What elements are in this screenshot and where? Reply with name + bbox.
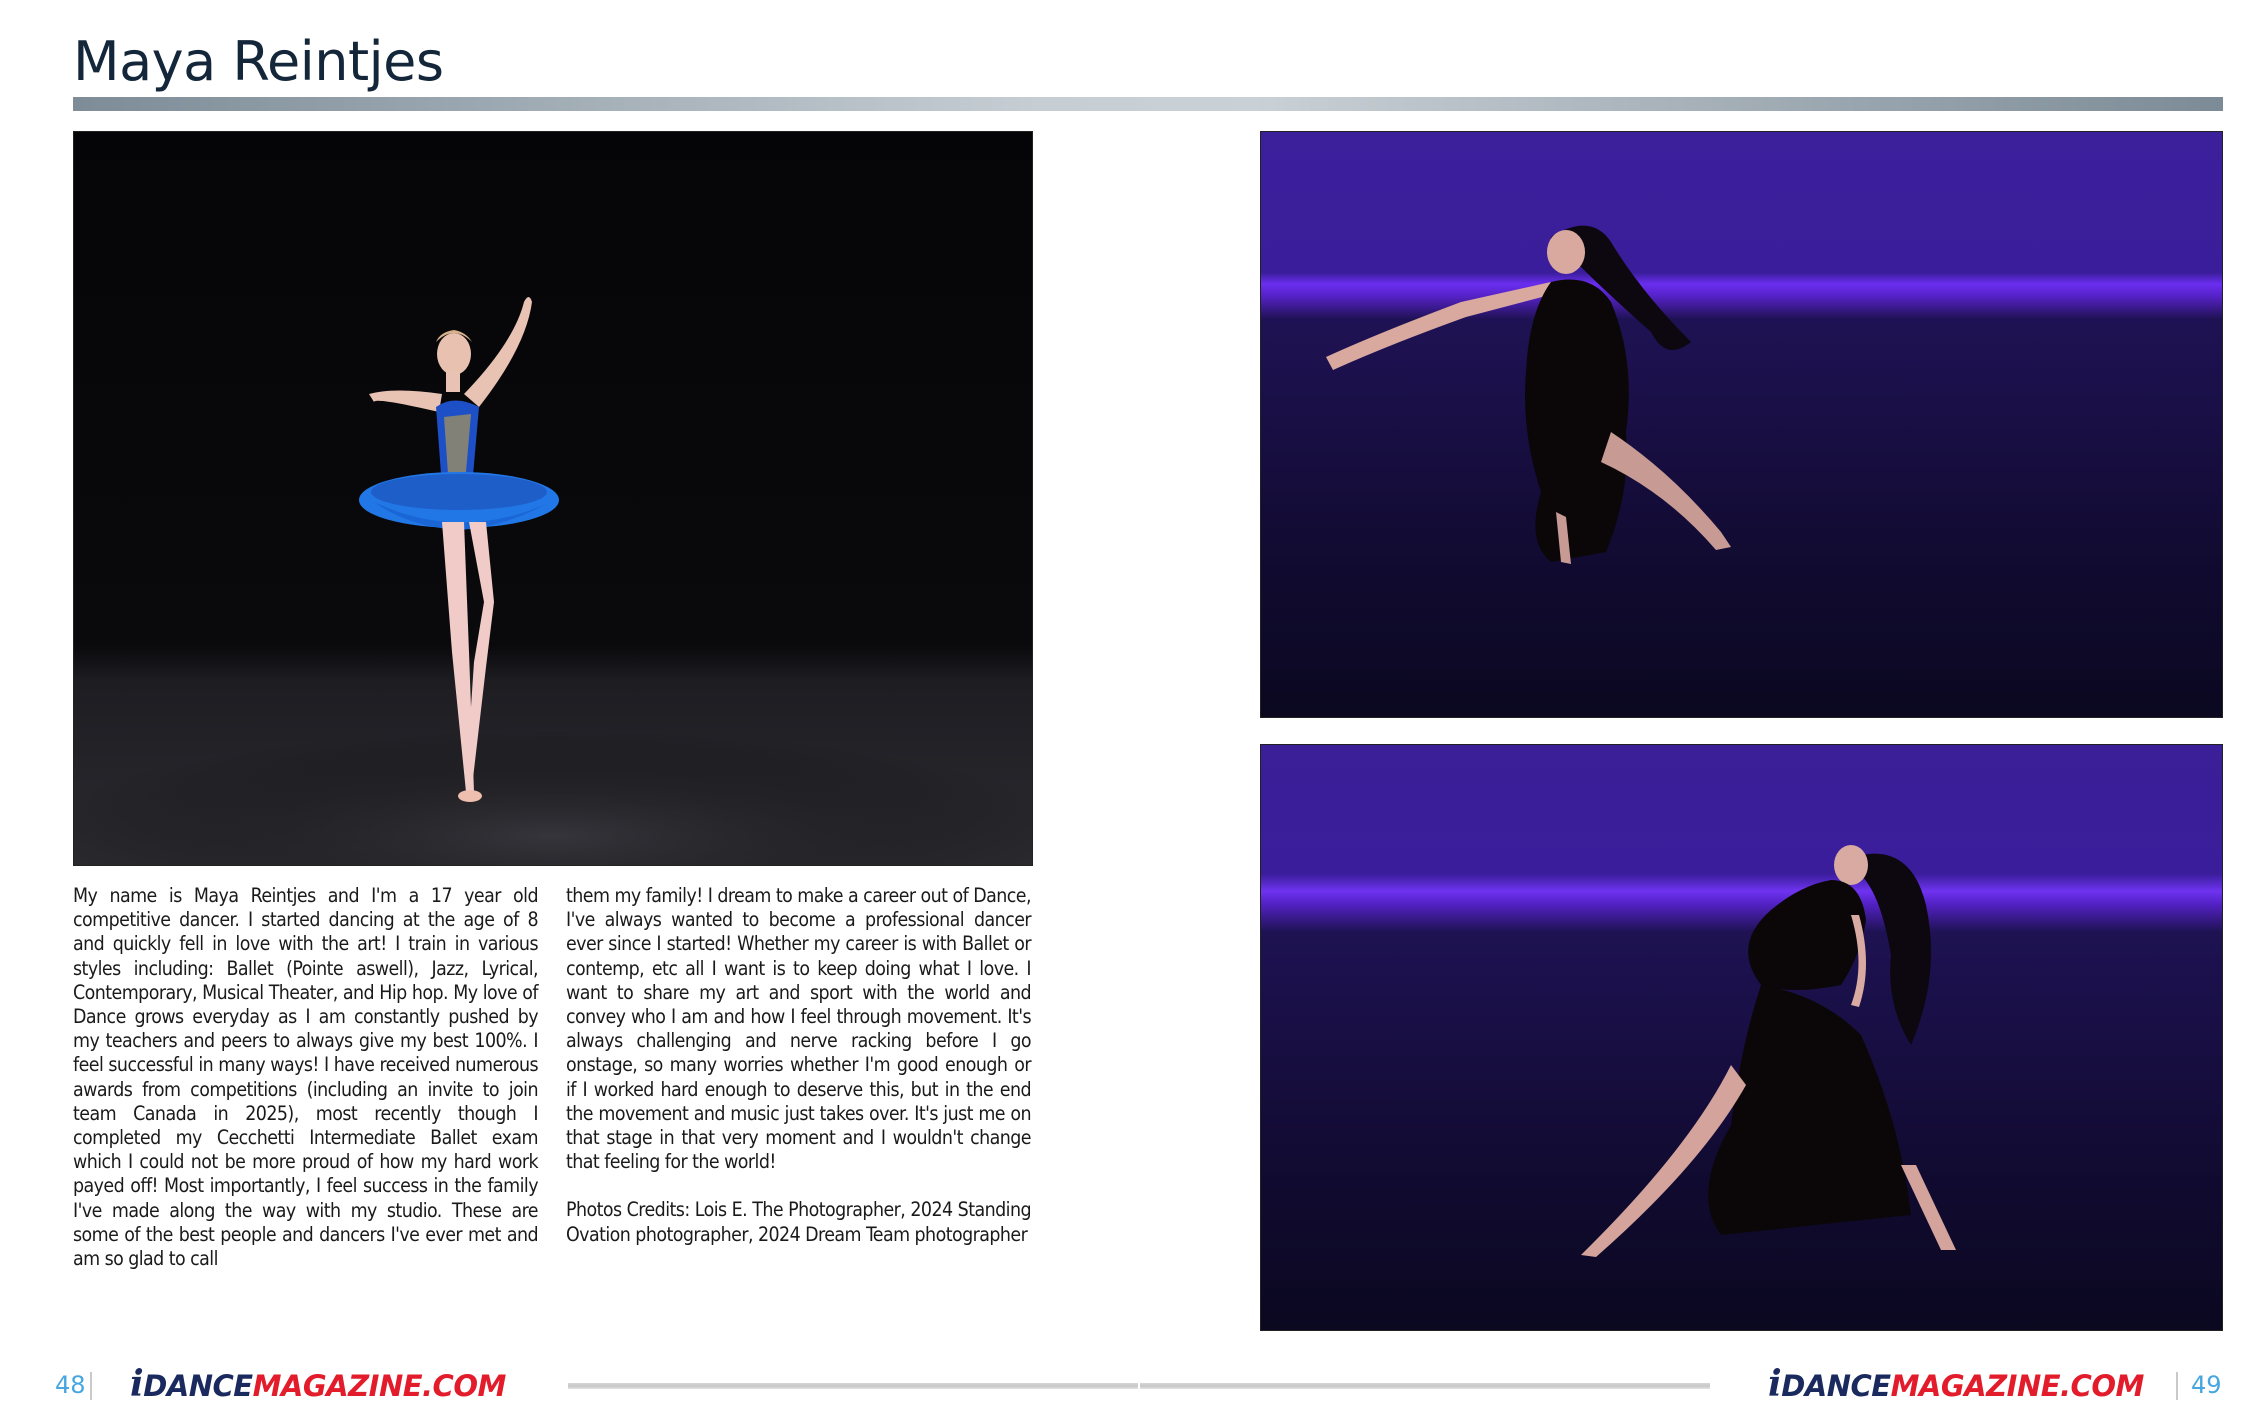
- page-number-left: 48: [55, 1371, 86, 1399]
- footer-rule-right: [1140, 1383, 1710, 1389]
- article-column-left: [73, 884, 538, 1271]
- article-text-right: them my family! I dream to make a career out of Dance, I've always wanted to become a professional dancer ever since I started! Whether my career is with Ballet or contemp, etc all I want is to keep doing what I love. I want to share my art and sport with the world and convey who I am and how I feel through movement. It's always challenging and nerve racking before I go onstage, so many worries whether I'm good enough or if I worked hard enough to deserve this, but in the end the movement and music just takes over. It's just me on that stage in that very moment and I wouldn't change that feeling for the world!: [566, 884, 1031, 1174]
- title-underline-bar: [73, 97, 2223, 111]
- photo-contemporary-dancer-2: [1260, 744, 2223, 1331]
- contemporary-dancer-illustration-2: [1261, 745, 2222, 1330]
- logo-i: i: [130, 1363, 144, 1405]
- page-number-right: 49: [2191, 1371, 2222, 1399]
- photo-credits: Photos Credits: Lois E. The Photographer, 2024 Standing Ovation photographer, 2024 Dream Team photographer: [566, 1198, 1031, 1246]
- photo-ballet-dancer: [73, 131, 1033, 866]
- logo-dance: DANCE: [1781, 1369, 1891, 1403]
- footer-separator-right: [2176, 1372, 2178, 1400]
- logo-dance: DANCE: [143, 1369, 253, 1403]
- article-text-left: My name is Maya Reintjes and I'm a 17 year old competitive dancer. I started dancing at the age of 8 and quickly fell in love with the art! I train in various styles including: Ballet (Pointe aswell), Jazz, Lyrical, Contemporary, Musical Theater, and Hip hop. My love of Dance grows everyday as I am constantly pushed by my teachers and peers to always give my best 100%. I feel successful in many ways! I have received numerous awards from competitions (including an invite to join team Canada in 2025), most recently though I completed my Cecchetti Intermediate Ballet exam which I could not be more proud of how my hard work payed off! Most importantly, I feel success in the family I've made along the way with my studio. These are some of the best people and dancers I've ever met and am so glad to call: [73, 884, 538, 1271]
- idance-logo-left: [130, 1364, 506, 1404]
- contemporary-dancer-illustration-1: [1261, 132, 2222, 717]
- article-column-right: [566, 884, 1031, 1247]
- logo-magazine: MAGAZINE.COM: [252, 1369, 506, 1403]
- logo-magazine: MAGAZINE.COM: [1890, 1369, 2144, 1403]
- footer-rule-left: [568, 1383, 1138, 1389]
- photo-contemporary-dancer-1: [1260, 131, 2223, 718]
- ballet-dancer-illustration: [74, 132, 1032, 865]
- logo-i: i: [1768, 1363, 1782, 1405]
- footer-separator-left: [90, 1372, 92, 1400]
- idance-logo-right: [1768, 1364, 2144, 1404]
- page-title: Maya Reintjes: [73, 30, 444, 93]
